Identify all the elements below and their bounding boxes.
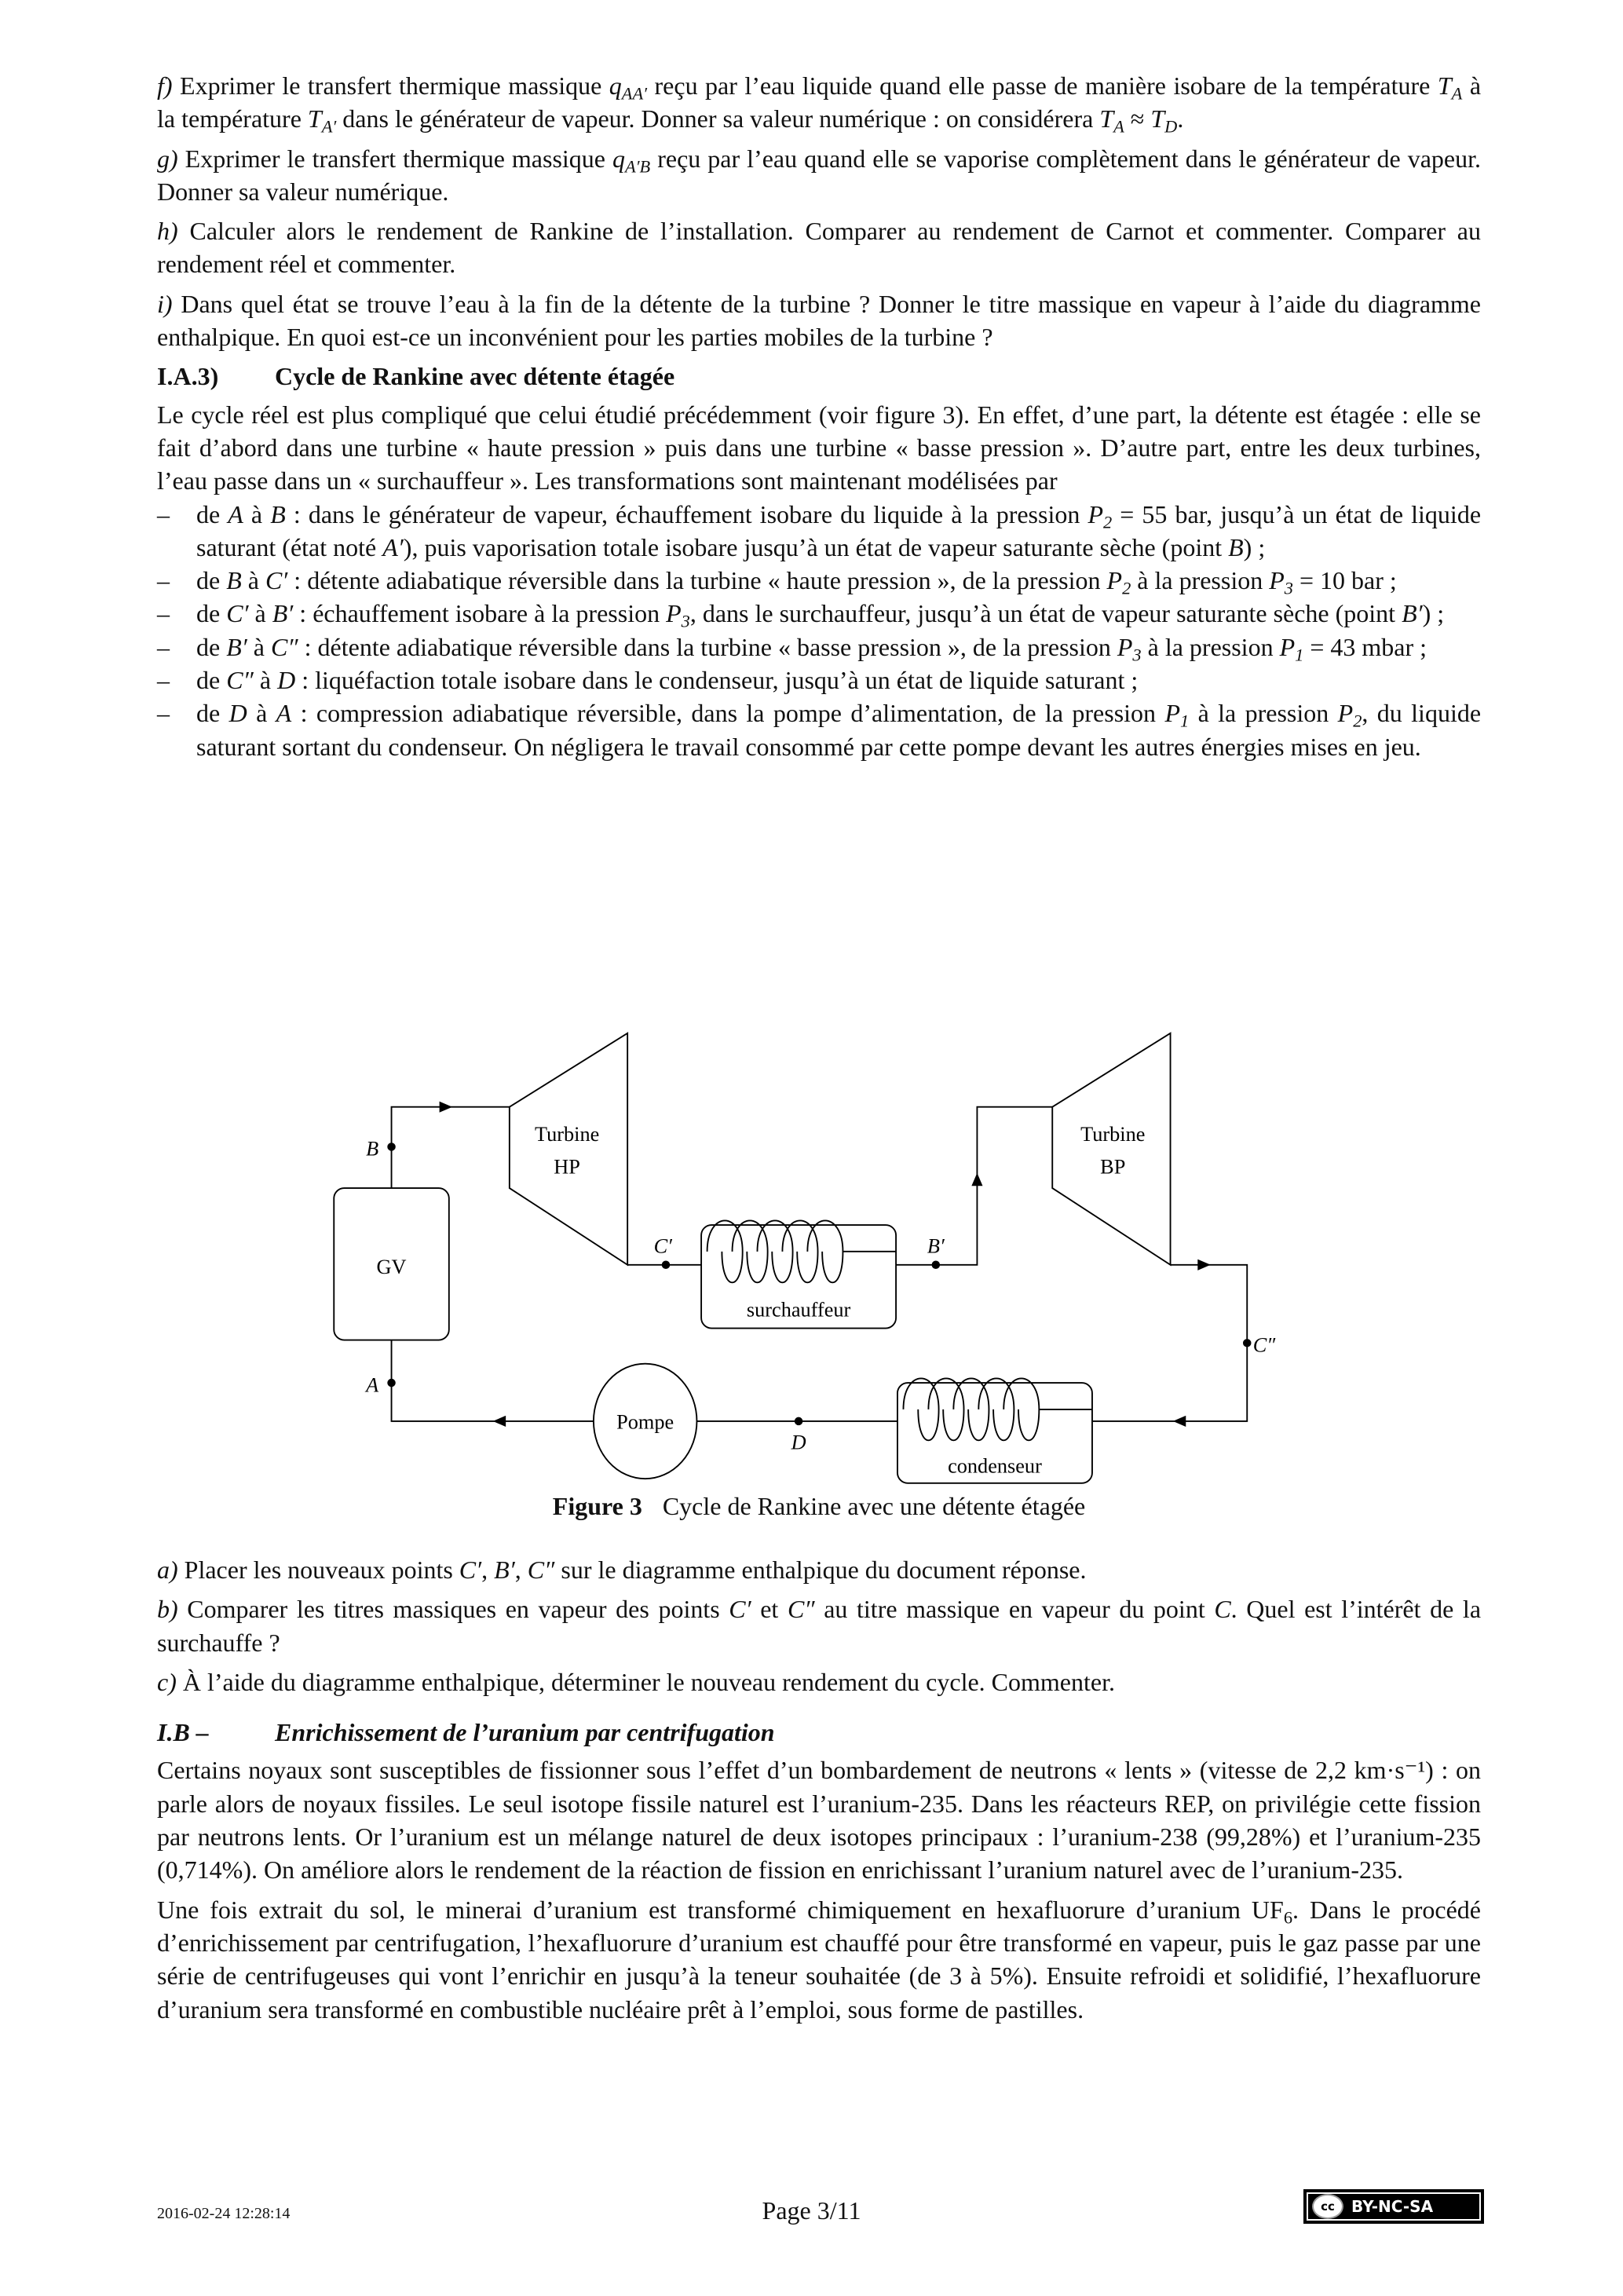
list-item (157, 664, 1481, 696)
math-symbol: C′ (459, 1556, 482, 1584)
page-number: Page 3/11 (762, 2196, 861, 2225)
bottom-text-block (157, 1553, 1481, 2032)
label-d: D (791, 1431, 806, 1454)
math-symbol: $q_{A'B}$ (612, 144, 651, 177)
subscript: 6 (1283, 1907, 1293, 1928)
math-symbol: C′ (729, 1595, 751, 1624)
math-symbol: $P_3$ (666, 599, 690, 632)
question-i: i) Dans quel état se trouve l’eau à la fin de la détente de la turbine ? Donner le titre massique en vapeur à l’aide du diagramme enthalpique. En quoi est-ce un inconvénient pour les parties mobiles de la turbine ? (157, 289, 1481, 352)
question-c: c) À l’aide du diagramme enthalpique, déterminer le nouveau rendement du cycle. Commenter. (157, 1667, 1115, 1696)
turbine-hp (510, 1033, 627, 1265)
pompe-label: Pompe (616, 1410, 674, 1434)
list-item-text: de A à B : dans le générateur de vapeur, échauffement isobare du liquide à la pression $P_2 = 55$ bar, jusqu’à un état de liquide saturant (état noté A′), puis vaporisation totale isobare jusqu’à un état de vapeur saturante sèche (point B) ; (196, 499, 1482, 561)
math-symbol: $P_3$ (1269, 566, 1293, 598)
list-item-text: de B′ à C″ : détente adiabatique réversible dans la turbine « basse pression », de la pression $P_3$ à la pression $P_1 = 43$ mbar ; (196, 632, 1427, 665)
math-symbol: $q_{AA'}$ (609, 71, 648, 104)
bullet-dash: – (157, 566, 170, 595)
subscript: 1 (1179, 711, 1190, 732)
turbine-bp-label: Turbine (1080, 1122, 1146, 1146)
section-heading-ia3 (157, 360, 1481, 393)
list-item-text: de D à A : compression adiabatique réversible, dans la pompe d’alimentation, de la pression $P_1$ à la pression $P_2$, du liquide saturant sortant du condenseur. On négligera le travail consommé par cette pompe devant les autres énergies mises en jeu. (196, 699, 1482, 761)
surchauffeur-coil-icon (707, 1220, 896, 1282)
condenseur-label: condenseur (948, 1454, 1042, 1478)
point-d (795, 1418, 802, 1425)
subscript: 2 (1353, 711, 1362, 732)
flow-arrow (1198, 1260, 1208, 1269)
subscript: 3 (681, 612, 690, 632)
math-symbol: C (1214, 1595, 1231, 1624)
point-c-prime (663, 1261, 670, 1268)
label-b-prime: B′ (927, 1234, 945, 1258)
math-symbol: B′ (494, 1556, 515, 1584)
question-b: b) Comparer les titres massiques en vapeur des points C′ et C″ au titre massique en vapeur du point C. Quel est l’intérêt de la surchauffe ? (157, 1595, 1482, 1657)
flow-arrow (973, 1175, 981, 1185)
subscript: A (1113, 117, 1124, 137)
list-item (157, 564, 1481, 597)
math-symbol: $P_2$ (1106, 566, 1131, 598)
math-symbol: D (277, 666, 296, 695)
math-symbol: $T_A$ (1437, 71, 1463, 104)
flow-arrow (440, 1102, 451, 1111)
math-symbol: $P_2$ (1087, 499, 1113, 532)
math-symbol: h) (157, 217, 178, 246)
math-symbol: A (276, 699, 292, 728)
turbine-bp (1052, 1033, 1170, 1265)
math-symbol: C″ (787, 1595, 815, 1624)
subscript: 3 (1132, 645, 1142, 665)
rankine-cycle-diagram (295, 1018, 1329, 1505)
list-item (157, 597, 1481, 630)
flow-arrow (495, 1417, 505, 1425)
subscript: A′B (624, 156, 651, 177)
subscript: 3 (1284, 578, 1293, 598)
license-badge (1303, 2189, 1484, 2224)
math-symbol: c) (157, 1667, 177, 1696)
caption-label: Figure 3 (552, 1492, 642, 1520)
paragraph: Une fois extrait du sol, le minerai d’uranium est transformé chimiquement en hexafluorure d’uranium $UF_6$. Dans le procédé d’enrichissement par centrifugation, l’hexafluorure d’uranium est chauffé pour être transformé en vapeur, puis le gaz passe par une série de centrifugeuses qui vont l’enrichir en jusqu’à la teneur souhaitée (de 3 à 5%). Ensuite refroidi et solidifié, l’hexafluorure d’uranium sera transformé en combustible nucléaire prêt à l’emploi, sous forme de pastilles. (157, 1895, 1482, 2024)
list-item (157, 696, 1481, 763)
math-symbol: A (228, 499, 243, 528)
point-b-prime (932, 1261, 939, 1268)
math-symbol: $P_1$ (1164, 699, 1190, 732)
section-intro: Le cycle réel est plus compliqué que celui étudié précédemment (voir figure 3). En effet, d’une part, la détente est étagée : elle se fait d’abord dans une turbine « haute pression » puis dans une turbine « basse pression ». D’autre part, entre les deux turbines, l’eau passe dans un « surchauffeur ». Les transformations sont maintenant modélisées par (157, 400, 1481, 495)
top-text-block (157, 69, 1481, 763)
bullet-dash: – (157, 499, 170, 528)
math-symbol: B (270, 499, 286, 528)
turbine-bp-sublabel: BP (1100, 1155, 1126, 1179)
section-heading-ib (157, 1716, 1481, 1749)
subscript: D (1164, 117, 1178, 137)
point-b (388, 1143, 395, 1150)
pipe-gv-turbine-hp (392, 1107, 510, 1188)
question-a: a) Placer les nouveaux points C′, B′, C″ sur le diagramme enthalpique du document réponse. (157, 1556, 1087, 1584)
subscript: 2 (1103, 512, 1113, 532)
label-c-double-prime: C″ (1252, 1333, 1276, 1357)
subscript: 2 (1122, 578, 1131, 598)
math-symbol: C″ (226, 666, 254, 695)
pipe-bp-condenseur (1092, 1265, 1247, 1421)
math-symbol: $P_3$ (1117, 632, 1142, 665)
subscript: A′ (321, 117, 337, 137)
figure-caption (157, 1492, 1481, 1521)
turbine-hp-label: Turbine (534, 1122, 600, 1146)
math-symbol: $P_1$ (1279, 632, 1304, 665)
bullet-dash: – (157, 599, 170, 628)
subscript: A (1451, 83, 1463, 104)
gv-label: GV (376, 1256, 407, 1279)
turbine-hp-sublabel: HP (554, 1155, 580, 1179)
footer-timestamp: 2016-02-24 12:28:14 (157, 2205, 291, 2222)
flow-arrow (1175, 1417, 1185, 1425)
question-h: h) Calculer alors le rendement de Rankine de l’installation. Comparer au rendement de Carnot et commenter. Comparer au rendement réel et commenter. (157, 217, 1481, 279)
section-number: I.A.3) (157, 362, 219, 391)
math-symbol: C″ (270, 632, 298, 661)
math-symbol: f) (157, 71, 173, 100)
section-title: Cycle de Rankine avec détente étagée (275, 362, 675, 391)
list-item (157, 498, 1481, 565)
pipe-pompe-gv (392, 1340, 594, 1421)
list-item-text: de C″ à D : liquéfaction totale isobare dans le condenseur, jusqu’à un état de liquide saturant ; (196, 666, 1139, 695)
bullet-dash: – (157, 632, 170, 661)
math-symbol: B′ (272, 599, 294, 628)
label-b: B (366, 1137, 379, 1161)
question-f: f) Exprimer le transfert thermique massique $q_{AA'}$ reçu par l’eau liquide quand elle passe de manière isobare de la température $T_A$ à la température $T_{A'}$ dans le générateur de vapeur. Donner sa valeur numérique : on considérera $T_A \approx T_D$. (157, 71, 1482, 137)
section-number: I.B – (157, 1718, 209, 1747)
list-item-text: de B à C′ : détente adiabatique réversible dans la turbine « haute pression », de la pression $P_2$ à la pression $P_3 = 10$ bar ; (196, 566, 1397, 598)
section-title: Enrichissement de l’uranium par centrifugation (275, 1718, 775, 1747)
license-text: BY-NC-SA (1351, 2197, 1434, 2216)
label-c-prime: C′ (653, 1234, 672, 1258)
math-symbol: B (226, 566, 242, 595)
paragraph: Certains noyaux sont susceptibles de fissionner sous l’effet d’un bombardement de neutrons « lents » (vitesse de 2,2 km·s⁻¹) : on parle alors de noyaux fissiles. Le seul isotope fissile naturel est l’uranium-235. Dans les réacteurs REP, on privilégie cette fission par neutrons lents. Or l’uranium est un mélange naturel de deux isotopes principaux : l’uranium-238 (99,28%) et l’uranium-235 (0,714%). On améliore alors le rendement de la réaction de fission en enrichissant l’uranium naturel avec de l’uranium-235. (157, 1756, 1481, 1885)
subscript: AA′ (621, 83, 648, 104)
label-a: A (366, 1373, 379, 1397)
transformation-list (157, 498, 1481, 763)
math-symbol: $T_D$ (1150, 104, 1178, 137)
math-symbol: $T_{A'}$ (307, 104, 337, 137)
math-symbol: i) (157, 289, 173, 318)
list-item-text: de C′ à B′ : échauffement isobare à la pression $P_3$, dans le surchauffeur, jusqu’à un état de vapeur saturante sèche (point B′) ; (196, 599, 1445, 632)
math-symbol: C″ (527, 1556, 555, 1584)
list-item (157, 631, 1481, 664)
surchauffeur-label: surchauffeur (746, 1298, 851, 1322)
math-symbol: $P_2$ (1337, 699, 1362, 732)
math-symbol: C′ (265, 566, 288, 595)
question-g: g) Exprimer le transfert thermique massique $q_{A'B}$ reçu par l’eau quand elle se vaporise complètement dans le générateur de vapeur. Donner sa valeur numérique. (157, 144, 1482, 206)
math-symbol: B (1228, 532, 1244, 561)
coil-loop (903, 1378, 1039, 1440)
point-a (388, 1380, 395, 1387)
cc-icon: cc (1312, 2194, 1343, 2219)
math-symbol: $T_A$ (1099, 104, 1124, 137)
math-symbol: g) (157, 144, 178, 173)
bullet-dash: – (157, 699, 170, 728)
math-symbol: B′ (226, 632, 247, 661)
math-symbol: B′ (1402, 599, 1423, 628)
coil-loop (707, 1220, 843, 1282)
condenseur-coil-icon (903, 1378, 1091, 1440)
math-symbol: C′ (226, 599, 249, 628)
subscript: 1 (1295, 645, 1304, 665)
math-symbol: D (228, 699, 247, 728)
point-c-double-prime (1244, 1340, 1251, 1347)
math-symbol: A′ (382, 532, 404, 561)
caption-text: Cycle de Rankine avec une détente étagée (662, 1492, 1086, 1520)
bullet-dash: – (157, 666, 170, 695)
math-symbol: a) (157, 1556, 178, 1584)
math-symbol: b) (157, 1595, 178, 1624)
